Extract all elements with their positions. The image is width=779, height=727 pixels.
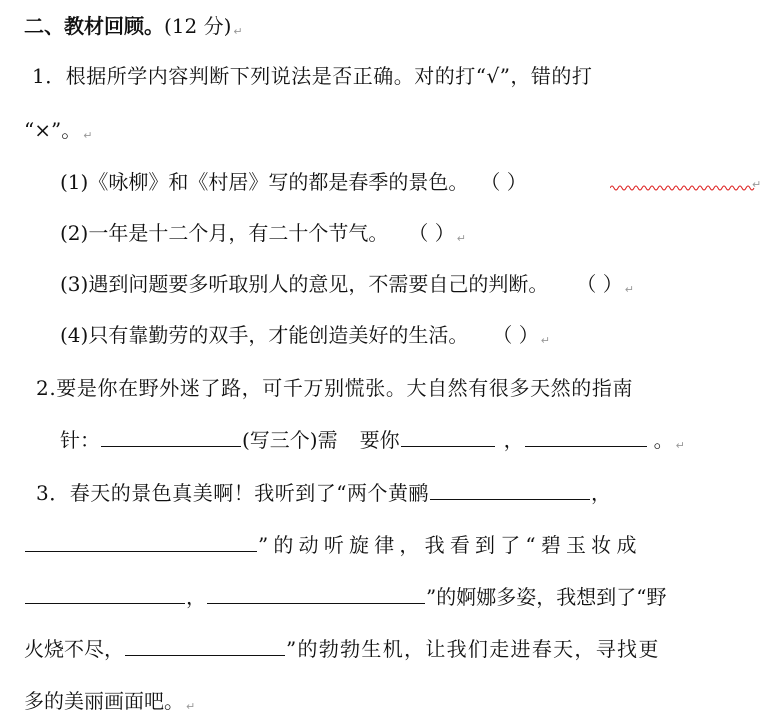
paragraph-mark-icon: ↵ (83, 129, 93, 142)
spellcheck-squiggle-icon (610, 184, 756, 192)
q1-item (60, 270, 634, 304)
answer-blank[interactable] (25, 583, 185, 604)
q3-text: ”的勃勃生机，让我们走进春天，寻找更 (286, 637, 660, 661)
paragraph-mark-icon: ↵ (540, 334, 550, 347)
answer-blank[interactable] (401, 426, 495, 447)
q1-item-text: (2)一年是十二个月，有二十个节气。 (60, 221, 389, 245)
q3-comma: ， (186, 585, 206, 609)
answer-blank[interactable] (207, 583, 425, 604)
q3-text: 多的美丽画面吧。 (24, 689, 184, 713)
q2-line1 (36, 374, 633, 402)
answer-parentheses[interactable]: （ ） (480, 170, 527, 194)
q1-item (60, 168, 527, 196)
answer-parentheses[interactable]: （ ） (492, 323, 539, 347)
q3-line3 (24, 583, 666, 611)
q2-mid2: 要你 (359, 428, 400, 452)
q1-stem-line1 (32, 62, 592, 90)
answer-blank[interactable] (125, 635, 285, 656)
q3-text: ”的婀娜多姿，我想到了“野 (426, 585, 667, 609)
paragraph-mark-icon: ↵ (752, 178, 762, 191)
answer-blank[interactable] (525, 426, 647, 447)
q3-text: 火烧不尽， (24, 637, 124, 661)
q1-stem-line2 (24, 116, 92, 150)
q3-line5 (24, 687, 195, 721)
q3-line2 (24, 531, 642, 559)
paragraph-mark-icon: ↵ (186, 700, 196, 713)
answer-parentheses[interactable]: （ ） (576, 272, 623, 296)
q1-item (60, 321, 550, 355)
q1-item-text: (3)遇到问题要多听取别人的意见，不需要自己的判断。 (60, 272, 549, 296)
q3-text: 3．春天的景色真美啊！我听到了“两个黄鹂 (36, 481, 429, 505)
q1-stem-a: 1．根据所学内容判断下列说法是否正确。对的打“√”，错的打 (32, 64, 593, 88)
section-heading (24, 12, 243, 46)
answer-blank[interactable] (430, 479, 590, 500)
section-title: 二、教材回顾。 (24, 14, 164, 38)
q2-end: 。 (653, 428, 674, 452)
answer-parentheses[interactable]: （ ） (408, 221, 455, 245)
q2-mid: (写三个)需 (242, 428, 338, 452)
q3-comma: ， (590, 481, 612, 505)
q2-comma: ， (503, 428, 524, 452)
paragraph-mark-icon: ↵ (624, 283, 634, 296)
q3-line1 (36, 479, 611, 507)
q2-line2 (60, 426, 685, 460)
q2-text: 2.要是你在野外迷了路，可千万别慌张。大自然有很多天然的指南 (36, 376, 634, 400)
q3-text: ”的动听旋律，我看到了“碧玉妆成 (258, 533, 642, 557)
section-score: (12 分) (164, 14, 232, 38)
q1-item (60, 219, 466, 253)
answer-blank[interactable] (25, 531, 257, 552)
q1-item-text: (4)只有靠勤劳的双手，才能创造美好的生活。 (60, 323, 469, 347)
paragraph-mark-icon: ↵ (233, 25, 243, 38)
q3-line4 (24, 635, 660, 663)
paragraph-mark-icon: ↵ (675, 439, 685, 452)
q2-prefix: 针： (60, 428, 100, 452)
answer-blank[interactable] (101, 426, 241, 447)
q1-item-text: (1)《咏柳》和《村居》写的都是春季的景色。 (60, 170, 469, 194)
paragraph-mark-icon: ↵ (456, 232, 466, 245)
q1-stem-b: “×”。 (24, 118, 82, 142)
